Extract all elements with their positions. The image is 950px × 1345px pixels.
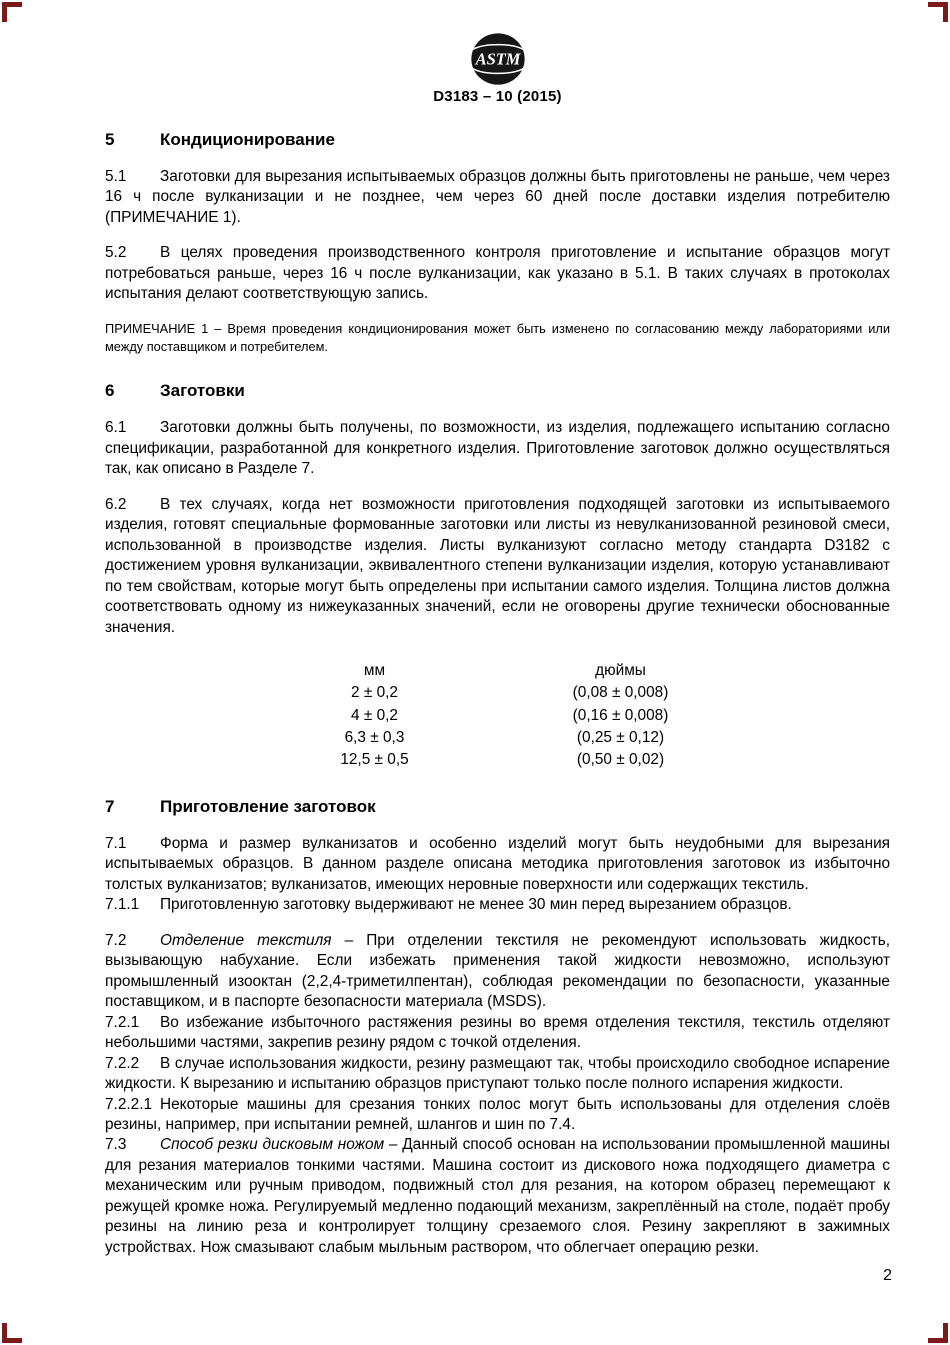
cell-inches: (0,50 ± 0,02)	[576, 751, 665, 769]
paragraph-5-1	[105, 167, 890, 228]
astm-logo-text: ASTM	[475, 49, 520, 69]
paragraph-6-1	[105, 418, 890, 479]
paragraph-text: – Данный способ основан на использовании промышленной машины для резания материалов тонкими частями. Машина состоит из дискового ножа подходящего диаметра с механическим или ручным приводом, подвижный стол для резания, на котором образец перемещают к режущей кромке ножа. Регулируемый медленно подающий механизм, закреплённый на столе, подаёт пробу резины на линию реза и контролирует толщину срезаемого слоя. Резину закрепляют в зажимных устройствах. Нож смазывают слабым мыльным раствором, что облегчает операцию резки.	[105, 1136, 890, 1256]
document-header	[105, 32, 890, 105]
paragraph-number: 7.2	[105, 931, 127, 949]
section-conditioning	[105, 130, 890, 356]
paragraph-7-2-2	[105, 1054, 890, 1095]
paragraph-text: Заготовки для вырезания испытываемых образцов должны быть приготовлены не раньше, чем через 16 ч после вулканизации и не позднее, чем через 60 дней после доставки изделия потребителю (ПРИМЕЧАНИЕ 1).	[105, 168, 890, 226]
section-6-title: Заготовки	[160, 381, 245, 401]
paragraph-6-2	[105, 495, 890, 638]
paragraph-number: 5.2	[105, 244, 127, 262]
paragraph-text: – При отделении текстиля не рекомендуют использовать жидкость, вызывающую набухание. Если избежать применения такой жидкости невозможно, используют промышленный изооктан (2,2,4-триметилпентан), соблюдая рекомендации по безопасности, указанные поставщиком, и в паспорте безопасности материала (MSDS).	[105, 931, 890, 1011]
page-number: 2	[883, 1267, 892, 1284]
section-7-heading	[105, 797, 890, 817]
paragraph-text: Некоторые машины для срезания тонких полос могут быть использованы для отделения слоёв резины, например, при испытании ремней, шлангов и шин по 7.4.	[105, 1095, 890, 1133]
paragraph-number: 7.3	[105, 1136, 127, 1154]
cell-mm: 2 ± 0,2	[351, 684, 398, 702]
paragraph-text: Во избежание избыточного растяжения резины во время отделения текстиля, текстиль отделяют небольшими частями, закрепив резину рядом с точкой отделения.	[105, 1013, 890, 1052]
col-header-mm: мм	[363, 662, 386, 680]
corner-mark-bottom-left	[2, 1323, 22, 1343]
section-5-heading	[105, 130, 890, 150]
cell-mm: 4 ± 0,2	[351, 706, 398, 724]
paragraph-number: 6.1	[105, 419, 127, 437]
corner-mark-bottom-right	[928, 1323, 948, 1343]
astm-logo	[467, 32, 529, 86]
section-preparation	[105, 797, 890, 1259]
paragraph-text: В тех случаях, когда нет возможности приготовления подходящей заготовки из испытываемого изделия, готовят специальные формованные заготовки или листы из невулканизованной резиновой смеси, использованной в производстве изделия. Листы вулканизуют согласно методу стандарта D3182 с достижением уровня вулканизации, эквивалентного степени вулканизации изделия, которую устанавливают по тем свойствам, которые могут быть определены при испытании самого изделия. Толщина листов должна соответствовать одному из нижеуказанных значений, если не оговорены другие технически обоснованные значения.	[105, 495, 890, 636]
paragraph-7-3	[105, 1135, 890, 1258]
section-6-number: 6	[105, 381, 115, 401]
cell-inches: (0,25 ± 0,12)	[576, 729, 665, 747]
note-1: ПРИМЕЧАНИЕ 1 – Время проведения кондиционирования может быть изменено по согласованию между лабораториями или между поставщиком и потребителем.	[105, 320, 890, 355]
section-6-heading	[105, 381, 890, 401]
section-5-number: 5	[105, 130, 115, 149]
paragraph-7-1-1	[105, 895, 890, 915]
paragraph-number: 7.2.2.1	[105, 1095, 153, 1113]
paragraph-lead-italic: Отделение текстиля	[160, 931, 332, 949]
paragraph-5-2	[105, 243, 890, 304]
astm-logo-icon	[467, 32, 529, 86]
paragraph-text: Форма и размер вулканизатов и особенно изделий могут быть неудобными для вырезания испытываемых образцов. В данном разделе описана методика приготовления заготовок из избыточно толстых вулканизатов; вулканизатов, имеющих неровные поверхности или содержащих текстиль.	[105, 834, 890, 893]
paragraph-text: В случае использования жидкости, резину размещают так, чтобы происходило свободное испарение жидкости. К вырезанию и испытанию образцов приступают только после полного испарения жидкости.	[105, 1054, 890, 1093]
section-5-title: Кондиционирование	[160, 130, 335, 149]
section-blanks	[105, 381, 890, 771]
paragraph-number: 7.2.2	[105, 1054, 140, 1072]
corner-mark-top-left	[2, 2, 22, 22]
paragraph-7-2-1	[105, 1013, 890, 1054]
cell-inches: (0,16 ± 0,008)	[572, 706, 669, 724]
paragraph-text: В целях проведения производственного контроля приготовление и испытание образцов могут потребоваться раньше, через 16 ч после вулканизации, как указано в 5.1. В таких случаях в протоколах испытания делают соответствующую запись.	[105, 244, 890, 303]
cell-mm: 12,5 ± 0,5	[340, 751, 409, 769]
paragraph-7-2-2-1	[105, 1095, 890, 1136]
section-7-number: 7	[105, 796, 115, 816]
paragraph-7-1	[105, 834, 890, 895]
paragraph-number: 7.1.1	[105, 896, 140, 914]
paragraph-7-2	[105, 931, 890, 1013]
table-row	[252, 682, 744, 704]
paragraph-text: Приготовленную заготовку выдерживают не менее 30 мин перед вырезанием образцов.	[160, 896, 792, 914]
thickness-table	[252, 660, 744, 772]
cell-mm: 6,3 ± 0,3	[344, 729, 405, 747]
table-row	[252, 705, 744, 727]
cell-inches: (0,08 ± 0,008)	[572, 684, 669, 702]
table-row	[252, 727, 744, 749]
corner-mark-top-right	[928, 2, 948, 22]
col-header-inches: дюймы	[595, 662, 646, 680]
paragraph-number: 7.2.1	[105, 1013, 140, 1031]
doc-number: D3183 – 10 (2015)	[433, 88, 562, 105]
paragraph-number: 7.1	[105, 834, 127, 852]
table-row	[252, 749, 744, 771]
paragraph-number: 5.1	[105, 168, 127, 185]
paragraph-lead-italic: Способ резки дисковым ножом	[160, 1136, 385, 1154]
table-header-row	[252, 660, 744, 682]
paragraph-text: Заготовки должны быть получены, по возможности, из изделия, подлежащего испытанию согласно спецификации, разработанной для конкретного изделия. Приготовление заготовок должно осуществляться так, как описано в Разделе 7.	[105, 419, 890, 478]
paragraph-number: 6.2	[105, 495, 127, 513]
section-7-title: Приготовление заготовок	[160, 796, 376, 816]
